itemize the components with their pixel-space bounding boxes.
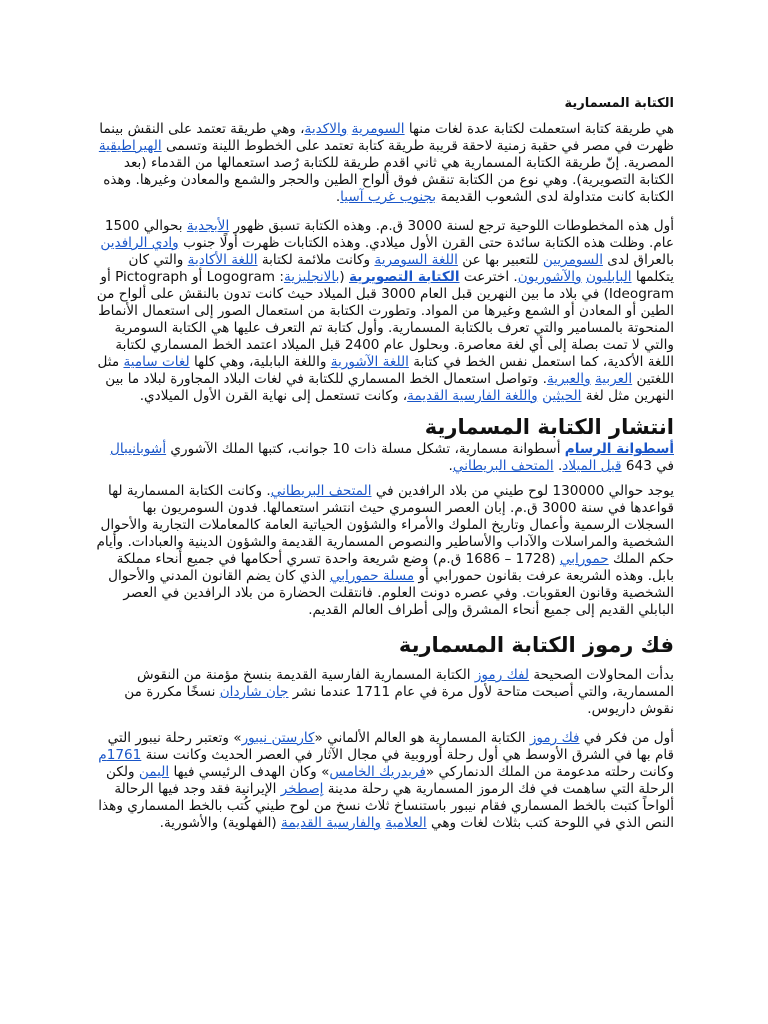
text-run: الكتابة المسمارية هو العالم الألماني « [314,730,530,746]
paragraph-intro [92,121,674,206]
text-run: . [335,189,341,205]
text-run: أول هذه المخطوطات اللوحية ترجع لسنة 3000 ق.م. وهذه الكتابة تسبق ظهور [229,218,674,234]
inline-link[interactable]: الهيراطيقية [98,138,162,154]
text-run: للتعبير بها عن [457,252,543,268]
inline-link[interactable]: السومريين [542,252,603,268]
inline-link[interactable]: أشوبانيبال [109,441,167,457]
inline-link[interactable]: والاكدية [304,121,348,137]
inline-link[interactable]: واللغة الفارسية القديمة [407,388,538,404]
text-run: مثل اللغتين [97,354,674,387]
text-run: ، وكانت تستعمل إلى نهاية القرن الأول الميلادي. [139,388,408,404]
text-run: هي طريقة كتابة استعملت لكتابة عدة لغات منها [404,121,674,137]
paragraph-decode-start [92,667,674,718]
heading-decode: فك رموز الكتابة المسمارية [398,633,674,657]
inline-link[interactable]: اللغة الأكادية [187,252,258,268]
inline-link[interactable]: الحيثين [542,388,582,404]
inline-link[interactable]: كارستن نيبور [241,730,315,746]
text-run: ، وهي طريقة تعتمد على النقش بينما ظهرت في مصر في حقبة زمنية لاحقة قريبة طريقة كتابة تعتمد على الخطوط اللينة وتسمى [99,121,674,154]
text-run: (1728 – 1686 ق.م) وضع شريعة واحدة تسري أحكامها في جميع أنحاء مملكة بابل. وهذه الشريعة عرفت بقانون حمورابي أو [116,551,674,584]
text-run: . [448,458,453,474]
inline-link[interactable]: فك رموز [529,730,580,746]
text-run: . اخترعت [459,269,518,285]
text-run: » وكان الهدف الرئيسي فيها [169,764,330,780]
inline-link[interactable]: العربية [594,371,633,387]
inline-link[interactable]: حمورابي [559,551,609,567]
document-title: الكتابة المسمارية [564,96,674,111]
text-run: الكتابة المسمارية الفارسية القديمة بنسخ مؤمنة من النقوش المسمارية، والتي أصبحت متاحة لأول مرة في عام 1711 عندما نشر [136,667,674,700]
text-run: أسطوانة مسمارية، تشكل مسلة ذات 10 جوانب، كتبها الملك الآشوري [166,441,565,457]
inline-link[interactable]: المتحف البريطاني [452,458,554,474]
inline-link[interactable]: المتحف البريطاني [270,483,372,499]
paragraph-cylinder [92,441,674,475]
inline-link[interactable]: البابليون [585,269,632,285]
inline-link[interactable]: وادي الرافدين [100,235,179,251]
inline-link[interactable]: الأبجدية [186,218,230,234]
text-run: الإيرانية فقد وجد فيها الرحالة ألواحاً كتبت بالخط المسماري فقام نيبور باستنساخ ثلاث نسخ من لوح طيني كُتب بالخط المسماري وهذا النص الذي في اللوحة كتب بثلاث لغات وهي [98,781,674,831]
text-run: ( [339,269,349,285]
text-run: بالعراق لدى [602,252,674,268]
text-run: . وتواصل استعمال الخط المسماري للكتابة في لغات البلاد المجاورة لبلاد ما بين النهرين مثل لغة [105,371,674,404]
inline-link[interactable]: اليمن [138,764,170,780]
inline-link[interactable]: فريدريك الخامس [329,764,426,780]
inline-link[interactable]: اللغة الآشورية [330,354,409,370]
text-run: » وتعتبر رحلة نيبور التي قام بها في الشرق الأوسط هي أول رحلة أوروبية في مجال الآثار في العصر الحديث وكانت سنة [107,730,674,763]
text-run: بحوالي 1500 عام. وظلت هذه الكتابة سائدة حتى القرن الأول ميلادي. وهذه الكتابات ظهرت أولًا جنوب [104,218,674,251]
text-run: ولكن الرحلة التي ساهمت في فك الرموز المسمارية هي رحلة مدينة [106,764,674,797]
text-run: (الفهلوية) والأشورية. [159,815,282,831]
text-run: يوجد حوالي 130000 لوح طيني من بلاد الرافدين في [371,483,674,499]
heading-spread: انتشار الكتابة المسمارية [424,415,674,439]
inline-link[interactable]: اللغة السومرية [374,252,458,268]
inline-link[interactable]: 1761م [98,747,142,763]
inline-link[interactable]: والعبرية [546,371,591,387]
text-run: نسخًا مكررة من نقوش داريوس. [124,684,674,717]
text-run: في 643 [621,458,674,474]
text-run: : Logogram أو Pictograph أو Ideogram) في بلاد ما بين النهرين قبل العام 3000 قبل الميلاد حيث كانت تدون بالنقش على ألواح من الطين أو المعادن أو الشمع وغيرها من المواد. وتطورت الكتابة من استعمال الصور إلى استعمال الأنماط المنحوتة بالمسامير والتي تعرف بالكتابة المسمارية. وأول كتابة تم التعرف عليها هي الكتابة السومرية والتي لا تمت بصلة إلى أي لغة معاصرة. وبحلول عام 2400 قبل الميلاد اعتمد الخط المسماري لكتابة اللغة الأكدية، كما استعمل نفس الخط في كتابة [96,269,674,370]
inline-link[interactable]: جان شاردان [219,684,289,700]
inline-link[interactable]: مسلة حمورابي [329,568,415,584]
inline-link[interactable]: الكتابة التصويرية [348,269,460,285]
inline-link[interactable]: والفارسية القديمة [281,815,382,831]
paragraph-niebuhr [92,730,674,832]
inline-link[interactable]: العلامية [385,815,427,831]
text-run: أول من فكر في [579,730,674,746]
text-run: وكانت رحلته مدعومة من الملك الدنماركي « [425,764,674,780]
inline-link[interactable]: إصطخر [280,781,324,797]
text-run: الذي كان يضم القانون المدني والأحوال الشخصية وقانون العقوبات. وفي عصره دونت العلوم. فانتقلت الحضارة من بلاد الرافدين في العصر البابلي القديم إلى جميع أنحاء المشرق وإلى أطراف العالم القديم. [108,568,674,618]
inline-link[interactable]: لغات سامية [123,354,190,370]
inline-link[interactable]: السومرية [351,121,405,137]
inline-link[interactable]: قبل الميلاد [562,458,622,474]
text-run: بدأت المحاولات الصحيحة [529,667,674,683]
text-run: والتي كان يتكلمها [128,252,674,285]
text-run: . [553,458,563,474]
inline-link[interactable]: بجنوب غرب آسيا [340,189,437,205]
text-run: المصرية. إنّ طريقة الكتابة المسمارية هي ثاني اقدم طريقة للكتابة رُصد استعمالها من القدماء (بعد الكتابة التصويرية). وهي نوع من الكتابة تنقش فوق ألواح الطين والحجر والشمع والمعادن وغيرها. وهذه الكتابة كانت متداولة لدى الشعوب القديمة [103,155,674,205]
inline-link[interactable]: بالانجليزية [283,269,340,285]
inline-link[interactable]: أسطوانة الرسام [564,441,674,457]
text-run: . وكانت الكتابة المسمارية لها قواعدها في سنة 3000 ق.م. إبان العصر السومري حيث انتشر استعمالها. فدون السومريون بها السجلات الرسمية وأعمال وتاريخ الملوك والأمراء والشؤون الحياتية العامة كالمعاملات التجارية والأحوال الشخصية والمراسلات والآداب والأساطير والنصوص المسمارية القديمة والشؤون الدينية والعبادات. وأيام حكم الملك [96,483,674,567]
inline-link[interactable]: والآشوريون [517,269,582,285]
text-run: واللغة البابلية، وهي كلها [189,354,331,370]
text-run: وكانت ملائمة لكتابة [257,252,375,268]
paragraph-history [92,218,674,405]
inline-link[interactable]: لفك رموز [474,667,530,683]
paragraph-british-museum [92,483,674,619]
